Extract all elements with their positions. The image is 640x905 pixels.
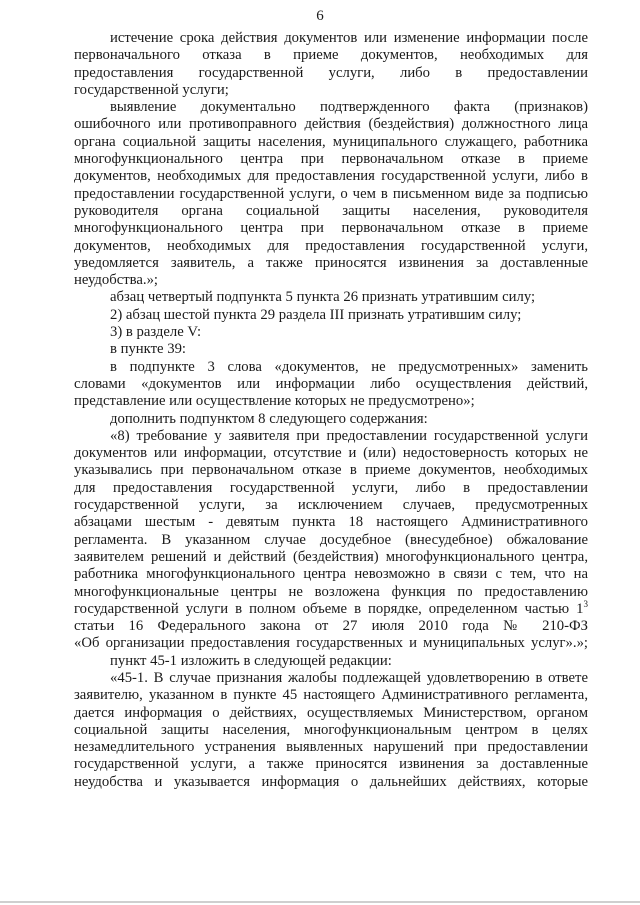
page-bottom-edge <box>0 901 640 903</box>
text-line-content: органа социальной защиты населения, муниципального служащего, работника <box>74 133 588 150</box>
text-line <box>74 99 588 116</box>
text-line <box>74 220 588 237</box>
text-line <box>74 598 588 618</box>
text-line <box>74 307 588 324</box>
text-line-content: дается информация о действиях, осуществляемых Министерством, органом <box>74 704 588 721</box>
text-line-content: работника многофункционального центра невозможно в связи с тем, что на <box>74 566 588 583</box>
text-line-content: первоначального отказа в приеме документов, необходимых для <box>74 47 588 64</box>
text-line-content: незамедлительного устранения выявленных нарушений при предоставлении <box>74 739 588 756</box>
text-line-content: уведомляется заявитель, а также приносятся извинения за доставленные <box>74 254 588 271</box>
text-line <box>74 705 588 722</box>
text-line-content: государственной услуги в полном объеме в порядке, определенном частью 1 <box>74 600 584 617</box>
text-line <box>74 168 588 185</box>
text-line-content: многофункционального центра при первоначальном отказе в приеме <box>74 220 588 237</box>
text-line <box>74 47 588 64</box>
text-line <box>74 272 588 289</box>
text-line-content: пункт 45-1 изложить в следующей редакции: <box>110 652 392 669</box>
text-line-content: заявителю, указанном в пункте 45 настоящего Административного регламента, <box>74 687 588 704</box>
text-line-content: указывались при первоначальном отказе в приеме документов, необходимых <box>74 462 588 479</box>
document-body <box>74 30 588 791</box>
text-line <box>74 635 588 652</box>
text-line-content: предоставлении государственной услуги, о чем в письменном виде за подписью <box>74 185 588 202</box>
text-line <box>74 739 588 756</box>
text-line-content: дополнить подпунктом 8 следующего содержания: <box>110 410 428 427</box>
text-line <box>74 116 588 133</box>
text-line-content: неудобства и указывается информация о дальнейших действиях, которые <box>74 773 588 790</box>
text-line <box>74 134 588 151</box>
text-line <box>74 341 588 358</box>
text-line <box>74 497 588 514</box>
text-line-content: представление или осуществление которых не предусмотрено»; <box>74 393 475 410</box>
text-line <box>74 428 588 445</box>
text-line <box>74 687 588 704</box>
superscript: 3 <box>583 598 588 609</box>
text-line <box>74 30 588 47</box>
text-line-content: абзацами шестым - девятым пункта 18 настоящего Административного <box>74 514 588 531</box>
text-line-content: выявление документально подтвержденного факта (признаков) <box>110 99 588 116</box>
text-line <box>74 566 588 583</box>
text-line <box>74 393 588 410</box>
text-line <box>74 65 588 82</box>
text-line <box>74 151 588 168</box>
text-line <box>74 359 588 376</box>
text-line <box>74 618 588 635</box>
text-line-content: словами «документов или информации либо осуществления действий, <box>74 375 588 392</box>
text-line <box>74 203 588 220</box>
text-line-content: многофункциональные центры не возложена функция по предоставлению <box>74 583 588 600</box>
text-line <box>74 238 588 255</box>
text-line-content: социальной защиты населения, многофункциональным центром в целях <box>74 721 588 738</box>
text-line-content: ошибочного или противоправного действия (бездействия) должностного лица <box>74 116 588 133</box>
text-line-content: государственной услуги, а также приносятся извинения за доставленные <box>74 756 588 773</box>
text-line-content: государственной услуги, за исключением случаев, предусмотренных <box>74 497 588 514</box>
text-line <box>74 255 588 272</box>
text-line-content: заявителем решений и действий (бездействия) многофункционального центра, <box>74 548 588 565</box>
text-line-content: для предоставления государственной услуги, либо в предоставлении <box>74 479 588 496</box>
text-line <box>74 653 588 670</box>
text-line-content: «Об организации предоставления государственных и муниципальных услуг».»; <box>74 635 588 652</box>
text-line-content: руководителя органа социальной защиты населения, руководителя <box>74 202 588 219</box>
text-line-content: неудобства.»; <box>74 272 159 289</box>
text-line-content: документов, необходимых для предоставления государственной услуги, либо в <box>74 168 588 185</box>
text-line <box>74 670 588 687</box>
text-line <box>74 774 588 791</box>
text-line-content: документов, необходимых для предоставления государственной услуги, <box>74 237 588 254</box>
text-line-content: 2) абзац шестой пункта 29 раздела III признать утратившим силу; <box>110 306 522 323</box>
text-line <box>74 549 588 566</box>
text-line <box>74 462 588 479</box>
text-line-content: «45-1. В случае признания жалобы подлежащей удовлетворению в ответе <box>110 669 588 686</box>
text-line-content: в подпункте 3 слова «документов, не предусмотренных» заменить <box>110 358 588 375</box>
page-number: 6 <box>316 8 324 24</box>
text-line <box>74 514 588 531</box>
text-line-content: предоставления государственной услуги, либо в предоставлении <box>74 64 588 81</box>
text-line <box>74 411 588 428</box>
text-line-content: «8) требование у заявителя при предоставлении государственной услуги <box>110 427 588 444</box>
text-line <box>74 584 588 601</box>
text-line <box>74 532 588 549</box>
text-line <box>74 480 588 497</box>
text-line <box>74 756 588 773</box>
text-line-content: в пункте 39: <box>110 341 186 358</box>
text-line-content: истечение срока действия документов или изменение информации после <box>110 30 588 46</box>
text-line <box>74 324 588 341</box>
text-line <box>74 376 588 393</box>
text-line-content: статьи 16 Федерального закона от 27 июля 2010 года № 210-ФЗ <box>74 618 588 635</box>
text-line <box>74 82 588 99</box>
text-line <box>74 186 588 203</box>
text-line-content: многофункционального центра при первоначальном отказе в приеме <box>74 151 588 168</box>
text-line-content: регламента. В указанном случае досудебное (внесудебное) обжалование <box>74 531 588 548</box>
text-line-content: абзац четвертый подпункта 5 пункта 26 признать утратившим силу; <box>110 289 536 306</box>
text-line <box>74 289 588 306</box>
text-line <box>74 722 588 739</box>
text-line <box>74 445 588 462</box>
text-line-content: 3) в разделе V: <box>110 324 202 341</box>
text-line-content: государственной услуги; <box>74 81 229 98</box>
text-line-content: документов или информации, отсутствие и (или) недостоверность которых не <box>74 445 588 462</box>
